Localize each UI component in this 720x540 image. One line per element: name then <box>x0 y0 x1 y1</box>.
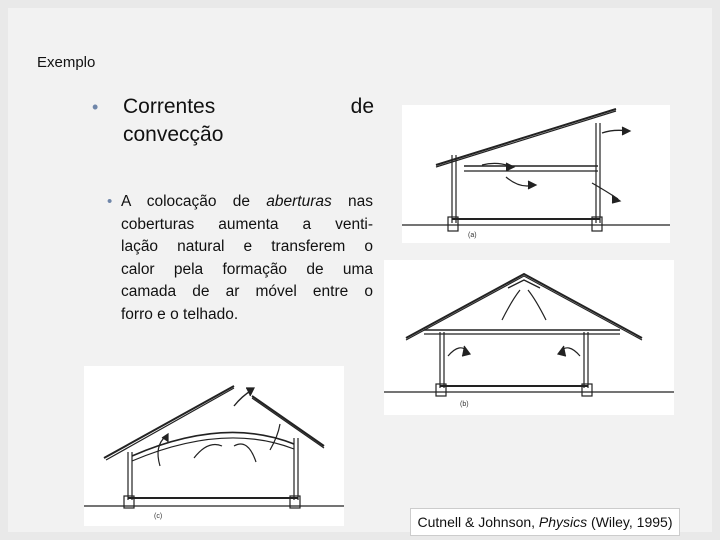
bullet2-line-4: calor pela formação de uma <box>121 260 373 278</box>
slide <box>8 8 712 532</box>
figure-b-label: (b) <box>460 401 469 408</box>
bullet-dot-icon: • <box>107 193 113 210</box>
bullet-convection-currents <box>92 93 374 149</box>
emphasis-aberturas: aberturas <box>266 193 332 210</box>
bullet-dot-icon: • <box>92 97 99 117</box>
figure-shed-roof <box>402 105 670 243</box>
slide-heading: Exemplo <box>37 54 96 71</box>
citation-title: Physics <box>538 514 588 530</box>
bullet1-line2: convecção <box>123 123 224 146</box>
bullet2-line-5: camada de ar móvel entre o <box>121 283 373 301</box>
bullet2-line-1: A colocação de aberturas nas <box>121 193 373 210</box>
bullet1-word1: Correntes <box>123 95 216 118</box>
citation-rest: (Wiley, 1995) <box>587 514 673 530</box>
bullet-roof-openings <box>107 191 373 327</box>
figure-vented-roof <box>84 366 344 526</box>
bullet2-line-3: lação natural e transferem o <box>121 238 373 256</box>
bullet2-line-2: coberturas aumenta a venti- <box>121 215 373 233</box>
bullet2-line-6: forro e o telhado. <box>121 305 239 323</box>
citation <box>410 508 680 536</box>
vented-roof-diagram <box>84 366 344 526</box>
bullet1-word2: de <box>350 95 374 118</box>
gable-roof-diagram <box>384 260 674 415</box>
shed-roof-diagram <box>402 105 670 243</box>
figure-c-label: (c) <box>154 513 163 520</box>
figure-gable-roof <box>384 260 674 415</box>
citation-authors: Cutnell & Johnson, <box>417 514 539 530</box>
figure-a-label: (a) <box>468 232 477 239</box>
